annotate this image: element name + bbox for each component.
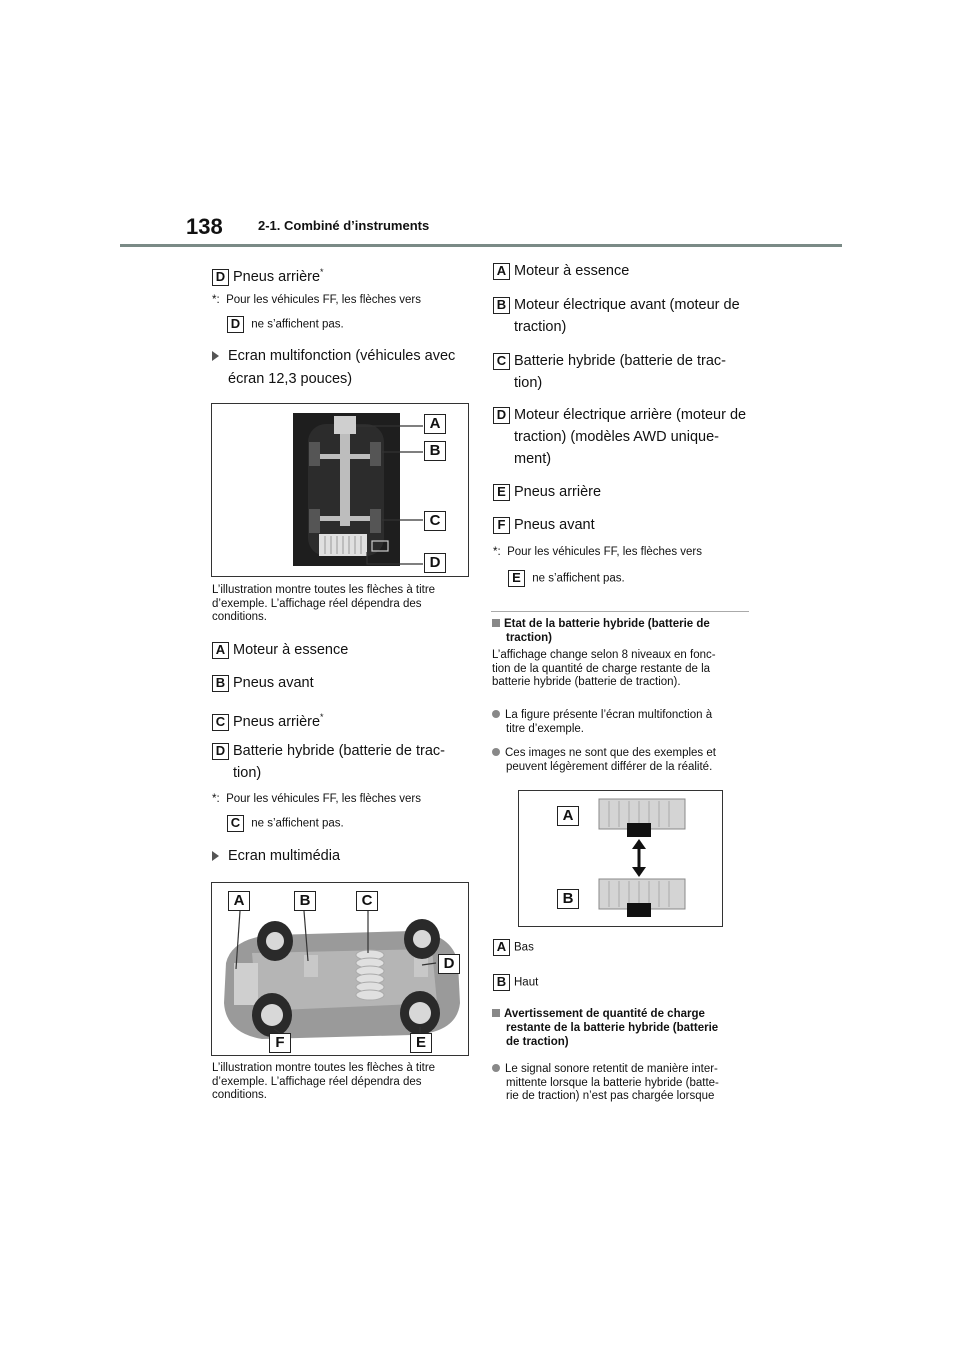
section-title: 2-1. Combiné d’instruments (258, 218, 430, 233)
callout-a: A (557, 806, 579, 826)
item-a: A Moteur à essence (212, 639, 348, 661)
right-item-e: E Pneus arrière (493, 481, 601, 503)
callout-d: D (424, 553, 446, 573)
item-c: C Pneus arrière* (212, 706, 324, 733)
paragraph-battery-state: L’affichage change selon 8 niveaux en fonc- tion de la quantité de charge restante de la batterie hybride (batterie de traction). (492, 649, 716, 688)
caption-1: L’illustration montre toutes les flèches à titre d’exemple. L’affichage réel dépendra des conditions. (212, 584, 436, 623)
figure-multifunction-display (211, 403, 469, 577)
dot-bullet-icon (492, 710, 500, 718)
dot-item-2: Ces images ne sont que des exemples et peuvent légèrement différer de la réalité. (492, 747, 754, 774)
label-box: D (212, 269, 229, 286)
bullet-line2: écran 12,3 pouces) (228, 371, 353, 387)
right-item-a: A Moteur à essence (493, 260, 629, 282)
item-b: B Pneus avant (212, 672, 314, 694)
callout-c: C (424, 511, 446, 531)
section-divider (491, 611, 749, 612)
square-bullet-icon (492, 1009, 500, 1017)
triangle-bullet-icon (212, 851, 219, 861)
callout-a: A (228, 891, 250, 911)
header-rule (120, 244, 842, 247)
right-item-f: F Pneus avant (493, 514, 595, 536)
dot-item-3: Le signal sonore retentit de manière inter- mittente lorsque la batterie hybride (batte- rie de traction) n’est pas chargée lorsque (492, 1063, 754, 1104)
dot-bullet-icon (492, 748, 500, 756)
item-pneus-arriere-top: D Pneus arrière* (212, 261, 324, 288)
heading-battery-state: Etat de la batterie hybride (batterie de traction) (492, 617, 752, 645)
vehicle-3d-illustration (212, 883, 468, 1055)
square-bullet-icon (492, 619, 500, 627)
callout-c: C (356, 891, 378, 911)
triangle-bullet-icon (212, 351, 219, 361)
footnote-2: *: Pour les véhicules FF, les flèches vers (212, 793, 422, 805)
legend-b: B Haut (493, 974, 538, 991)
bullet-ecran-multimedia: Ecran multimédia (212, 845, 340, 867)
legend-a: A Bas (493, 939, 534, 956)
footnote-1: *: Pour les véhicules FF, les flèches vers (212, 294, 422, 306)
dot-item-1: La figure présente l’écran multifonction à titre d’exemple. (492, 709, 754, 736)
callout-b: B (294, 891, 316, 911)
callout-b: B (424, 441, 446, 461)
bullet-ecran-multifonction: Ecran multifonction (véhicules avec (212, 345, 455, 367)
battery-level-illustration (519, 791, 722, 926)
callout-d: D (438, 954, 460, 974)
footnote-2-line2: C ne s’affichent pas. (227, 815, 344, 832)
right-item-b: B Moteur électrique avant (moteur de traction) (493, 294, 740, 338)
right-item-c: C Batterie hybride (batterie de trac- tion) (493, 350, 726, 394)
page-number: 138 (186, 214, 223, 239)
figure-battery-gauge (518, 790, 723, 927)
right-item-d: D Moteur électrique arrière (moteur de traction) (modèles AWD unique- ment) (493, 404, 746, 470)
callout-f: F (269, 1033, 291, 1053)
dot-bullet-icon (492, 1064, 500, 1072)
figure-multimedia-screen (211, 882, 469, 1056)
callout-b: B (557, 889, 579, 909)
footnote-1-line2: D ne s’affichent pas. (227, 316, 344, 333)
right-footnote: *: Pour les véhicules FF, les flèches vers (493, 546, 703, 558)
caption-2: L’illustration montre toutes les flèches à titre d’exemple. L’affichage réel dépendra des conditions. (212, 1062, 436, 1101)
callout-e: E (410, 1033, 432, 1053)
right-footnote-line2: E ne s’affichent pas. (508, 570, 625, 587)
item-d: D Batterie hybride (batterie de trac- tion) (212, 740, 445, 784)
heading-charge-warning: Avertissement de quantité de charge restante de la batterie hybride (batterie de traction) (492, 1007, 754, 1049)
callout-a: A (424, 414, 446, 434)
